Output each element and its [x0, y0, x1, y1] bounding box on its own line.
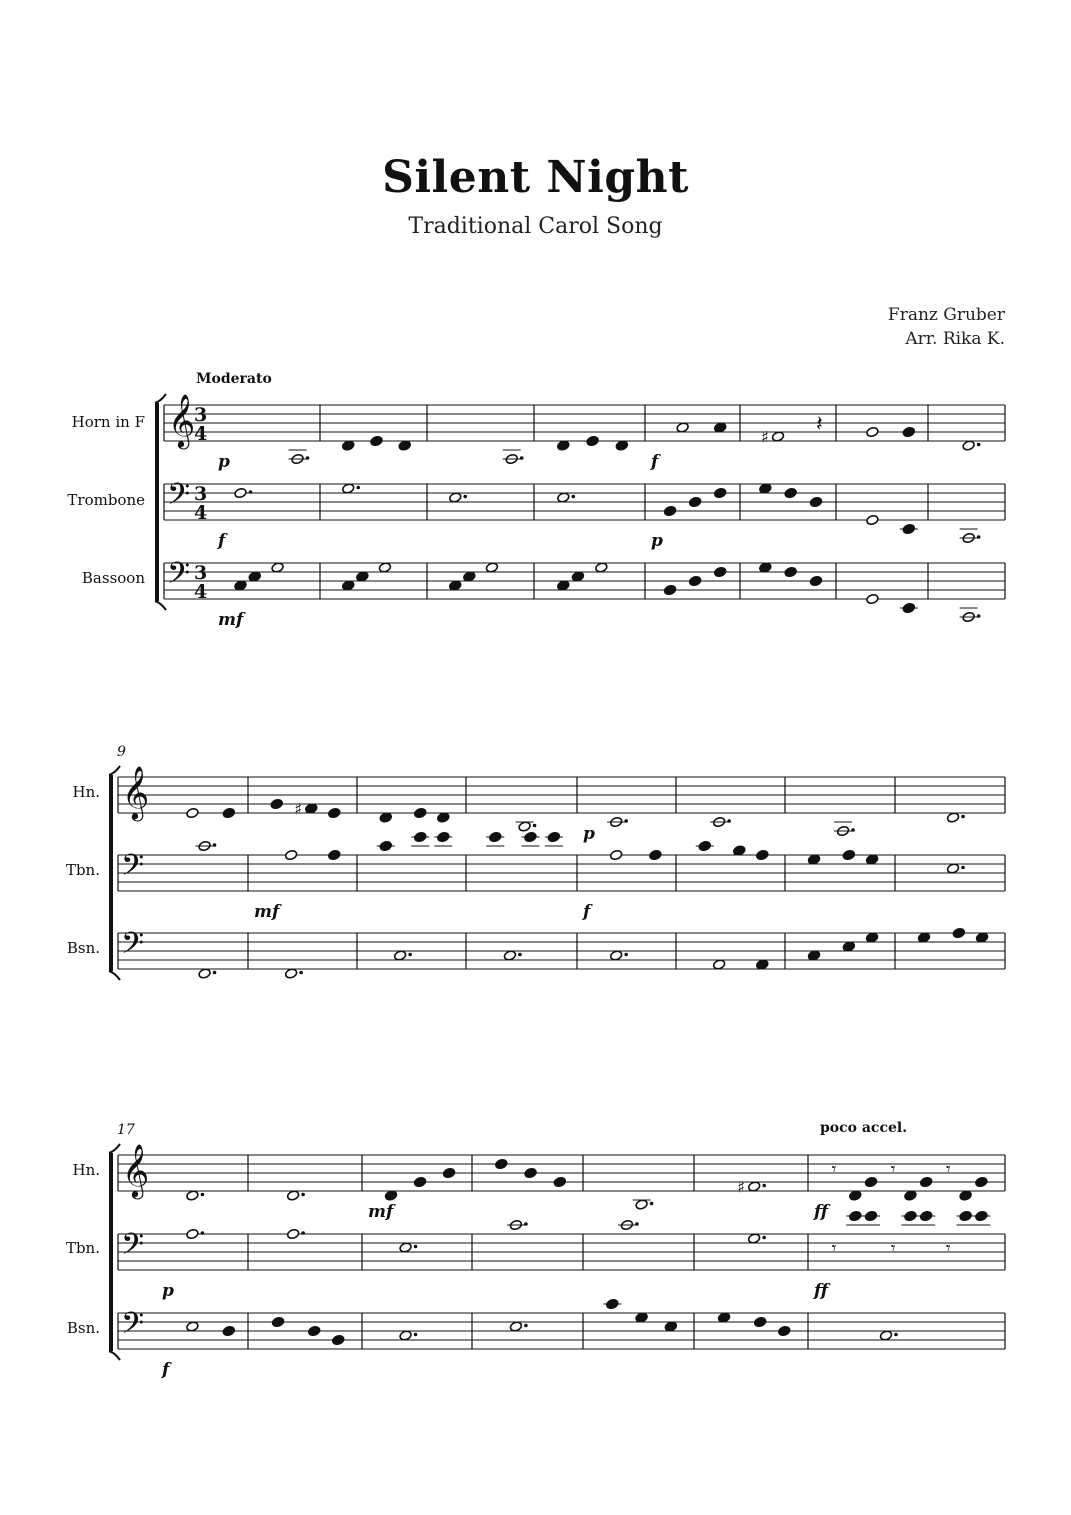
eighth-rest-icon: 𝄾 — [945, 1159, 951, 1180]
augmentation-dot — [301, 1231, 305, 1235]
note-head — [946, 812, 959, 823]
note-head — [328, 849, 341, 860]
system-bracket-hook — [109, 766, 120, 775]
note-head — [842, 849, 855, 860]
system-bracket-hook — [109, 971, 120, 980]
note-head — [332, 1334, 345, 1345]
eighth-rest-icon: 𝄾 — [890, 1159, 896, 1180]
note-head — [414, 807, 427, 818]
dynamic-marking: f — [218, 531, 226, 551]
note-head — [222, 1325, 235, 1336]
measure-number: 9 — [117, 744, 126, 760]
eighth-rest-icon: 𝄾 — [890, 1238, 896, 1259]
page-title: Silent Night — [382, 152, 689, 203]
augmentation-dot — [851, 828, 855, 832]
system-bracket — [155, 403, 159, 601]
note-head — [879, 1330, 892, 1341]
note-head — [370, 435, 383, 446]
note-head — [342, 440, 355, 451]
time-signature-denominator: 4 — [194, 581, 208, 603]
note-head — [717, 1312, 730, 1323]
note-head — [902, 426, 915, 437]
note-head — [778, 1325, 791, 1336]
note-head — [524, 1167, 537, 1178]
note-head — [865, 854, 878, 865]
treble-clef-icon: 𝄞 — [122, 765, 150, 819]
augmentation-dot — [201, 1231, 205, 1235]
augmentation-dot — [213, 971, 217, 975]
note-head — [398, 440, 411, 451]
note-head — [271, 1316, 284, 1327]
dynamic-marking: mf — [218, 610, 244, 630]
bass-clef-icon: 𝄢 — [121, 849, 145, 890]
note-head — [557, 580, 570, 591]
note-head — [186, 1321, 199, 1332]
system-bracket-hook — [109, 1144, 120, 1153]
augmentation-dot — [524, 1324, 528, 1328]
note-head — [865, 932, 878, 943]
note-head — [271, 562, 284, 573]
note-head — [222, 807, 235, 818]
sharp-icon: ♯ — [737, 1177, 745, 1197]
instrument-label-horn: Hn. — [72, 1161, 100, 1179]
note-head — [378, 562, 391, 573]
note-head — [904, 1190, 917, 1201]
note-head — [866, 426, 879, 437]
system-bracket — [109, 775, 113, 971]
note-head — [952, 927, 965, 938]
system-bracket — [109, 1153, 113, 1351]
note-head — [186, 1228, 199, 1239]
dynamic-marking: f — [162, 1360, 170, 1380]
note-head — [771, 431, 784, 442]
note-head — [689, 575, 702, 586]
bass-clef-icon: 𝄢 — [121, 1307, 145, 1348]
note-head — [495, 1158, 508, 1169]
note-head — [635, 1199, 648, 1210]
note-head — [449, 580, 462, 591]
note-head — [442, 1167, 455, 1178]
eighth-rest-icon: 𝄾 — [831, 1159, 837, 1180]
dynamic-marking: p — [651, 531, 663, 551]
note-head — [649, 849, 662, 860]
dynamic-marking: ff — [814, 1202, 829, 1222]
note-head — [586, 435, 599, 446]
note-head — [571, 571, 584, 582]
note-head — [342, 483, 355, 494]
note-head — [449, 492, 462, 503]
augmentation-dot — [520, 456, 524, 460]
augmentation-dot — [414, 1245, 418, 1249]
note-head — [286, 1228, 299, 1239]
dynamic-marking: ff — [814, 1281, 829, 1301]
augmentation-dot — [249, 490, 253, 494]
note-head — [946, 863, 959, 874]
sharp-icon: ♯ — [294, 799, 303, 819]
note-head — [748, 1181, 761, 1192]
time-signature-denominator: 4 — [194, 502, 208, 524]
note-head — [784, 487, 797, 498]
dynamic-marking: p — [218, 452, 230, 472]
note-head — [342, 580, 355, 591]
note-head — [917, 932, 930, 943]
note-head — [959, 1190, 972, 1201]
note-head — [754, 1316, 767, 1327]
augmentation-dot — [977, 443, 981, 447]
note-head — [285, 849, 298, 860]
augmentation-dot — [727, 819, 731, 823]
quarter-rest-icon: 𝄽 — [816, 412, 823, 437]
note-head — [759, 562, 772, 573]
note-head — [784, 566, 797, 577]
augmentation-dot — [635, 1222, 639, 1226]
note-head — [842, 941, 855, 952]
instrument-label-bassoon: Bsn. — [66, 1319, 100, 1337]
note-head — [615, 440, 628, 451]
note-head — [610, 849, 623, 860]
note-head — [248, 571, 261, 582]
eighth-rest-icon: 𝄾 — [945, 1238, 951, 1259]
note-head — [864, 1176, 877, 1187]
system-bracket-hook — [155, 394, 166, 403]
augmentation-dot — [306, 456, 310, 460]
note-head — [664, 1321, 677, 1332]
note-head — [234, 487, 247, 498]
instrument-label-trombone: Trombone — [67, 491, 145, 509]
note-head — [285, 968, 298, 979]
augmentation-dot — [518, 953, 522, 957]
note-head — [809, 575, 822, 586]
instrument-label-bassoon: Bassoon — [81, 569, 145, 587]
augmentation-dot — [977, 535, 981, 539]
augmentation-dot — [463, 495, 467, 499]
augmentation-dot — [894, 1333, 898, 1337]
instrument-label-trombone: Tbn. — [65, 1239, 100, 1257]
instrument-label-horn: Hn. — [72, 783, 100, 801]
note-head — [920, 1176, 933, 1187]
bass-clef-icon: 𝄢 — [121, 1228, 145, 1269]
note-head — [186, 807, 199, 818]
note-head — [186, 1190, 199, 1201]
note-head — [663, 505, 676, 516]
note-head — [714, 566, 727, 577]
sharp-icon: ♯ — [761, 427, 769, 447]
note-head — [485, 562, 498, 573]
augmentation-dot — [961, 866, 965, 870]
note-head — [759, 483, 772, 494]
note-head — [975, 1176, 988, 1187]
note-head — [714, 422, 727, 433]
note-head — [689, 496, 702, 507]
note-head — [809, 496, 822, 507]
note-head — [849, 1190, 862, 1201]
augmentation-dot — [961, 815, 965, 819]
note-head — [733, 845, 746, 856]
note-head — [305, 803, 318, 814]
note-head — [399, 1242, 412, 1253]
dynamic-marking: f — [583, 902, 591, 922]
eighth-rest-icon: 𝄾 — [831, 1238, 837, 1259]
note-head — [234, 580, 247, 591]
note-head — [399, 1330, 412, 1341]
note-head — [198, 968, 211, 979]
augmentation-dot — [299, 971, 303, 975]
instrument-label-horn: Horn in F — [71, 413, 145, 431]
system-bracket-hook — [155, 601, 166, 610]
note-head — [503, 950, 516, 961]
instrument-label-bassoon: Bsn. — [66, 939, 100, 957]
note-head — [975, 932, 988, 943]
page-subtitle: Traditional Carol Song — [408, 214, 663, 239]
note-head — [663, 584, 676, 595]
note-head — [713, 959, 726, 970]
note-head — [328, 807, 341, 818]
note-head — [553, 1176, 566, 1187]
time-signature-numerator: 3 — [194, 483, 208, 505]
treble-clef-icon: 𝄞 — [168, 393, 196, 447]
dynamic-marking: p — [162, 1281, 174, 1301]
note-head — [714, 487, 727, 498]
note-head — [509, 1321, 522, 1332]
dynamic-marking: mf — [254, 902, 280, 922]
time-signature-denominator: 4 — [194, 423, 208, 445]
note-head — [635, 1312, 648, 1323]
note-head — [610, 950, 623, 961]
note-head — [807, 854, 820, 865]
note-head — [866, 593, 879, 604]
measure-number: 17 — [117, 1122, 135, 1138]
time-signature-numerator: 3 — [194, 404, 208, 426]
instrument-label-trombone: Tbn. — [65, 861, 100, 879]
augmentation-dot — [414, 1333, 418, 1337]
note-head — [437, 812, 450, 823]
augmentation-dot — [762, 1184, 766, 1188]
note-head — [518, 821, 531, 832]
augmentation-dot — [201, 1193, 205, 1197]
note-head — [286, 1190, 299, 1201]
augmentation-dot — [301, 1193, 305, 1197]
system-bracket-hook — [109, 1351, 120, 1360]
bass-clef-icon: 𝄢 — [121, 927, 145, 968]
arranger-name: Arr. Rika K. — [905, 329, 1005, 349]
composer-name: Franz Gruber — [887, 305, 1005, 325]
note-head — [308, 1325, 321, 1336]
tempo-marking: Moderato — [196, 371, 272, 387]
note-head — [962, 440, 975, 451]
note-head — [807, 950, 820, 961]
note-head — [356, 571, 369, 582]
augmentation-dot — [356, 486, 360, 490]
dynamic-marking: mf — [368, 1202, 394, 1222]
note-head — [463, 571, 476, 582]
treble-clef-icon: 𝄞 — [122, 1143, 150, 1197]
note-head — [676, 422, 689, 433]
augmentation-dot — [408, 953, 412, 957]
note-head — [595, 562, 608, 573]
note-head — [384, 1190, 397, 1201]
augmentation-dot — [762, 1236, 766, 1240]
note-head — [557, 492, 570, 503]
augmentation-dot — [213, 843, 217, 847]
note-head — [866, 514, 879, 525]
augmentation-dot — [624, 819, 628, 823]
time-signature-numerator: 3 — [194, 562, 208, 584]
augmentation-dot — [624, 953, 628, 957]
note-head — [394, 950, 407, 961]
augmentation-dot — [533, 824, 537, 828]
note-head — [413, 1176, 426, 1187]
note-head — [756, 849, 769, 860]
bass-clef-icon: 𝄢 — [167, 557, 191, 598]
tempo-change-marking: poco accel. — [820, 1120, 908, 1136]
note-head — [270, 798, 283, 809]
note-head — [748, 1233, 761, 1244]
bass-clef-icon: 𝄢 — [167, 478, 191, 519]
augmentation-dot — [977, 614, 981, 618]
augmentation-dot — [524, 1222, 528, 1226]
augmentation-dot — [650, 1202, 654, 1206]
augmentation-dot — [571, 495, 575, 499]
dynamic-marking: f — [651, 452, 659, 472]
note-head — [756, 959, 769, 970]
dynamic-marking: p — [583, 824, 595, 844]
note-head — [557, 440, 570, 451]
note-head — [379, 812, 392, 823]
